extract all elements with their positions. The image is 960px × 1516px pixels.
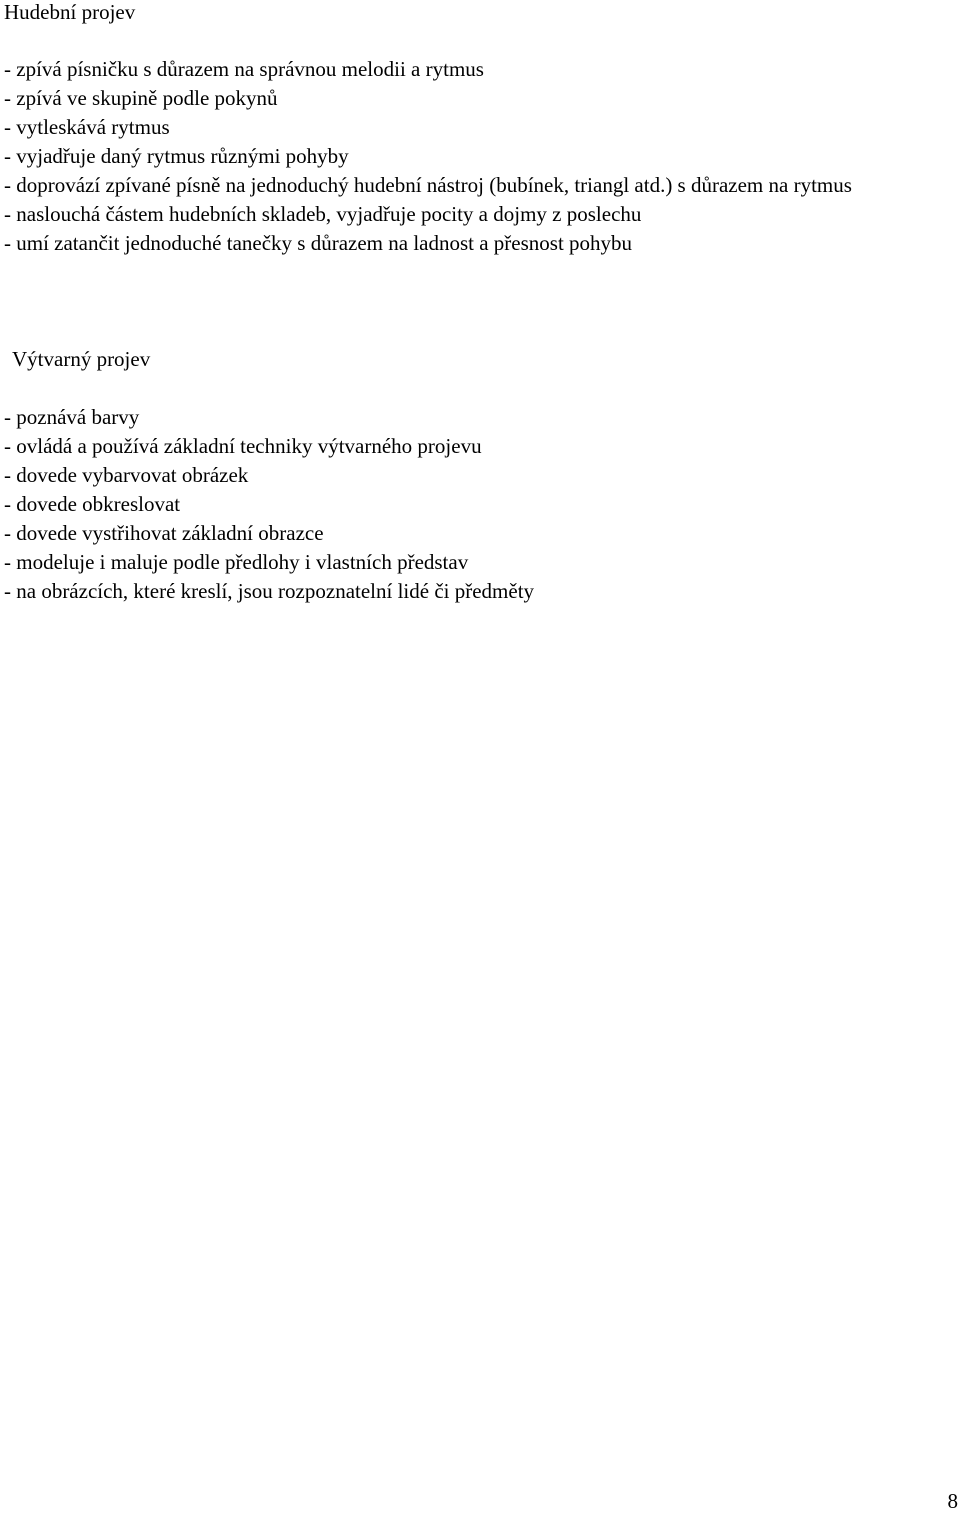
music-outcomes-list [4, 55, 954, 258]
list-item: - dovede vystřihovat základní obrazce [4, 521, 324, 545]
list-item: - zpívá ve skupině podle pokynů [4, 86, 278, 110]
list-item: - dovede obkreslovat [4, 492, 181, 516]
list-item: - zpívá písničku s důrazem na správnou melodii a rytmus [4, 57, 484, 81]
list-item: - doprovází zpívané písně na jednoduchý hudební nástroj (bubínek, triangl atd.) s důrazem na rytmus [4, 173, 852, 197]
list-item: - umí zatančit jednoduché tanečky s důrazem na ladnost a přesnost pohybu [4, 231, 633, 255]
section-heading-music: Hudební projev [4, 0, 136, 24]
list-item: - na obrázcích, které kreslí, jsou rozpoznatelní lidé či předměty [4, 579, 535, 603]
list-item: - dovede vybarvovat obrázek [4, 463, 249, 487]
list-item: - modeluje i maluje podle předlohy i vlastních představ [4, 550, 469, 574]
page-number: 8 [947, 1489, 958, 1513]
list-item: - vytleskává rytmus [4, 115, 170, 139]
list-item: - ovládá a používá základní techniky výtvarného projevu [4, 434, 482, 458]
art-outcomes-list [4, 403, 954, 606]
list-item: - naslouchá částem hudebních skladeb, vyjadřuje pocity a dojmy z poslechu [4, 202, 642, 226]
section-heading-art: Výtvarný projev [12, 347, 151, 371]
list-item: - vyjadřuje daný rytmus různými pohyby [4, 144, 349, 168]
list-item: - poznává barvy [4, 405, 140, 429]
